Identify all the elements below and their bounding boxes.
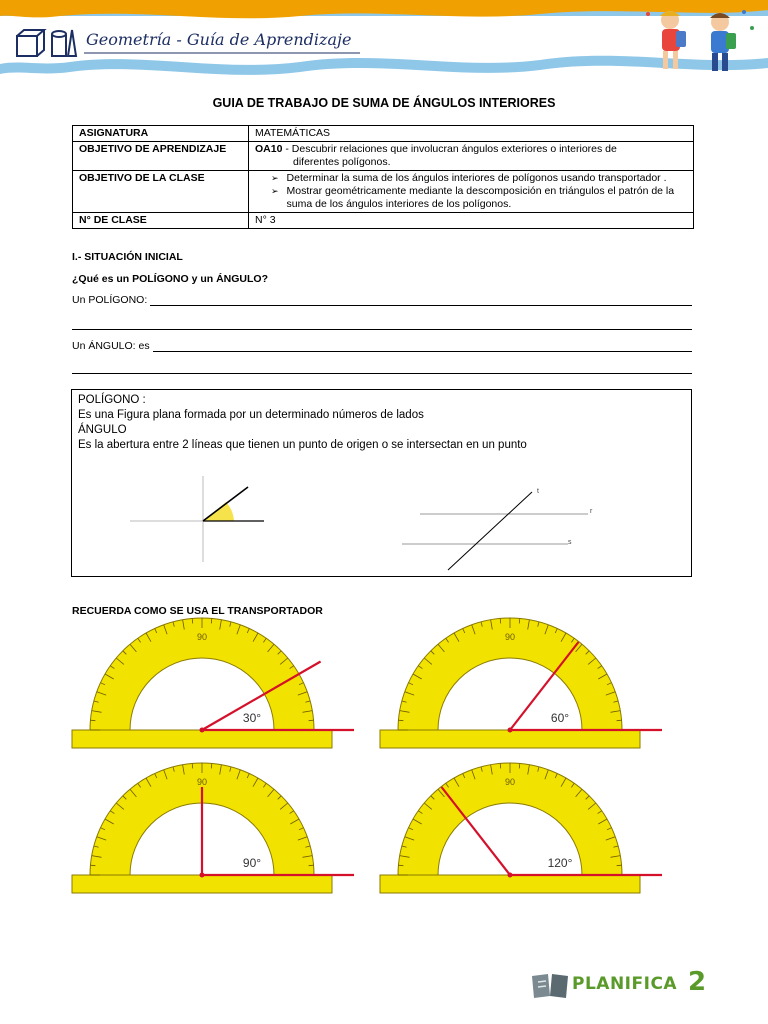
banner-title: Geometría - Guía de Aprendizaje — [86, 30, 352, 49]
table-row — [73, 142, 694, 171]
row-label: N° DE CLASE — [73, 213, 249, 229]
row-value: N° 3 — [249, 213, 694, 229]
protractor-120 — [380, 777, 670, 905]
table-row — [73, 126, 694, 142]
row-label: OBJETIVO DE APRENDIZAJE — [73, 142, 249, 171]
children-illustration — [640, 4, 758, 76]
def-line: Es la abertura entre 2 líneas que tienen un punto de origen o se intersectan en un punto — [78, 439, 527, 451]
label-r: r — [590, 508, 593, 515]
logo-number: 2 — [688, 967, 707, 997]
poligono-answer-line[interactable] — [72, 294, 692, 306]
planifica-logo — [530, 967, 714, 1000]
row-label: OBJETIVO DE LA CLASE — [73, 171, 249, 213]
arrow-bullet-icon: ➢ — [271, 173, 279, 183]
list-item: ➢ Determinar la suma de los ángulos interiores de polígonos usando transportador . — [271, 172, 667, 184]
angulo-label: Un ÁNGULO: es — [72, 340, 150, 352]
protractor-90 — [72, 777, 362, 905]
table-row — [73, 213, 694, 229]
logo-text: PLANIFICA — [572, 974, 678, 994]
protractor-heading: RECUERDA COMO SE USA EL TRANSPORTADOR — [72, 605, 323, 617]
list-item: ➢ Mostrar geométricamente mediante la descomposición en triángulos el patrón de la suma de los ángulos interiores de los polígonos. — [271, 185, 675, 210]
protractor-top-mark: 90 — [504, 632, 516, 642]
blank-answer-line[interactable] — [72, 362, 692, 374]
book-icon — [530, 972, 570, 998]
arrow-bullet-icon: ➢ — [271, 186, 279, 196]
document-title: GUIA DE TRABAJO DE SUMA DE ÁNGULOS INTERIORES — [212, 96, 556, 110]
protractor-top-mark: 90 — [504, 777, 516, 787]
angle-diagram — [128, 474, 278, 564]
label-t: t — [537, 488, 539, 495]
protractor-top-mark: 90 — [196, 777, 208, 787]
header-banner — [0, 0, 768, 78]
label-s: s — [568, 539, 572, 546]
protractor-top-mark: 90 — [196, 632, 208, 642]
protractor-30 — [72, 632, 362, 760]
geometry-shapes-icon — [14, 22, 76, 62]
section-heading: I.- SITUACIÓN INICIAL — [72, 251, 183, 263]
blank-answer-line[interactable] — [72, 318, 692, 330]
row-value — [249, 171, 694, 213]
row-label: ASIGNATURA — [73, 126, 249, 142]
oa-code: OA10 — [255, 143, 283, 155]
def-line: Es una Figura plana formada por un determinado números de lados — [78, 409, 424, 421]
row-value: MATEMÁTICAS — [249, 126, 694, 142]
table-row — [73, 171, 694, 213]
protractor-60 — [380, 632, 670, 760]
row-value — [249, 142, 694, 171]
oa-text: - Descubrir relaciones que involucran ángulos exteriores o interiores de — [282, 143, 617, 155]
angle-label: 90° — [242, 856, 262, 870]
angle-label: 60° — [550, 711, 570, 725]
info-table — [72, 125, 694, 229]
def-line: ÁNGULO — [78, 424, 127, 436]
oa-text-cont: diferentes polígonos. — [293, 156, 391, 168]
definitions-box — [71, 389, 692, 577]
poligono-label: Un POLÍGONO: — [72, 294, 148, 306]
question-text: ¿Qué es un POLÍGONO y un ÁNGULO? — [72, 273, 269, 285]
angle-label: 30° — [242, 711, 262, 725]
angle-label: 120° — [547, 856, 573, 870]
parallel-lines-diagram — [400, 484, 600, 572]
angulo-answer-line[interactable] — [72, 340, 692, 352]
def-line: POLÍGONO : — [78, 394, 146, 406]
